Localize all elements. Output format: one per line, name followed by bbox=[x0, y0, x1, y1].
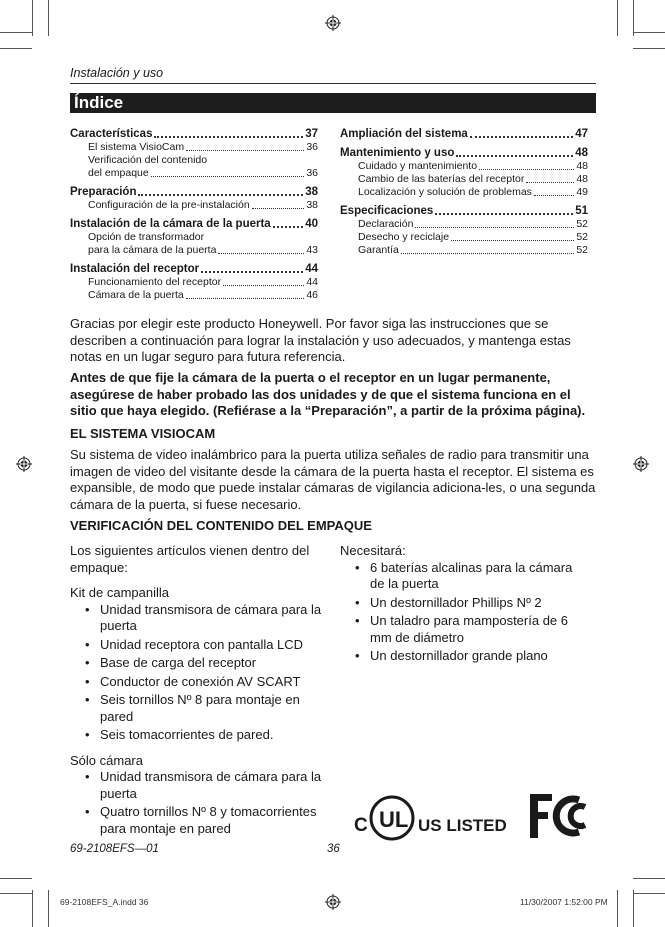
crop-mark bbox=[617, 0, 618, 36]
toc-leader bbox=[186, 141, 304, 151]
toc-leader bbox=[456, 147, 573, 157]
kit-label: Kit de campanilla bbox=[70, 585, 169, 600]
toc-label: Ampliación del sistema bbox=[340, 128, 468, 140]
toc-subentry bbox=[70, 141, 318, 154]
toc-subentry bbox=[70, 276, 318, 289]
camera-only-list bbox=[70, 769, 330, 837]
camera-only-label: Sólo cámara bbox=[70, 752, 143, 768]
toc-label: El sistema VisioCam bbox=[88, 141, 185, 153]
fcc-logo bbox=[527, 790, 597, 842]
toc-label: Desecho y reciclaje bbox=[358, 231, 450, 243]
crop-mark bbox=[633, 890, 634, 927]
crop-mark bbox=[48, 890, 49, 927]
registration-mark-icon bbox=[16, 456, 32, 472]
toc-label: Garantía bbox=[358, 244, 399, 256]
toc-leader bbox=[401, 244, 574, 254]
toc-entry bbox=[70, 263, 318, 276]
toc-label: Instalación de la cámara de la puerta bbox=[70, 218, 271, 230]
list-item: • Base de carga del receptor bbox=[100, 655, 330, 672]
crop-mark bbox=[0, 32, 32, 33]
slug-file: 69-2108EFS_A.indd 36 bbox=[60, 897, 149, 907]
toc-entry bbox=[70, 128, 318, 141]
list-item: • Un taladro para mampostería de 6 mm de diámetro bbox=[370, 613, 590, 646]
ul-mark: UL bbox=[379, 807, 409, 832]
crop-mark bbox=[0, 878, 32, 879]
toc-entry bbox=[340, 205, 588, 218]
toc-label: Declaración bbox=[358, 218, 414, 230]
toc-entry-continued: Opción de transformador bbox=[88, 231, 205, 243]
toc-subentry bbox=[340, 173, 588, 186]
toc-entry bbox=[340, 128, 588, 141]
toc-page-number: 48 bbox=[576, 160, 588, 172]
toc-entry-continued: Verificación del contenido bbox=[88, 154, 208, 166]
toc-subentry bbox=[70, 167, 318, 180]
toc-page-number: 52 bbox=[576, 231, 588, 243]
toc-page-number: 43 bbox=[306, 244, 318, 256]
toc-label: Funcionamiento del receptor bbox=[88, 276, 222, 288]
toc-label: del empaque bbox=[88, 167, 149, 179]
crop-mark bbox=[32, 890, 33, 927]
registration-mark-icon bbox=[325, 15, 341, 31]
toc-label: Cambio de las baterías del receptor bbox=[358, 173, 525, 185]
toc-page-number: 47 bbox=[575, 128, 588, 140]
toc-leader bbox=[218, 244, 304, 254]
page-title: Índice bbox=[70, 93, 596, 113]
warning-paragraph: Antes de que fije la cámara de la puerta o el receptor en un lugar permanente, asegúrese de haber probado las dos unidades y de que el sistema funciona en el sitio que haya elegido. (Refiérase a la “Preparación”, a partir de la próxima página). bbox=[70, 370, 586, 418]
toc-leader bbox=[223, 276, 304, 286]
list-item: • Unidad transmisora de cámara para la puerta bbox=[100, 769, 330, 802]
toc-page-number: 52 bbox=[576, 218, 588, 230]
contents-left-column bbox=[70, 543, 330, 839]
registration-mark-icon bbox=[633, 456, 649, 472]
toc-leader bbox=[479, 160, 574, 170]
toc-label: Preparación bbox=[70, 186, 137, 198]
ul-left-letter: C bbox=[354, 815, 368, 836]
toc-leader bbox=[534, 186, 574, 196]
registration-mark-icon bbox=[325, 894, 341, 910]
needs-list bbox=[340, 560, 590, 665]
crop-mark bbox=[48, 0, 49, 36]
toc-page-number: 51 bbox=[575, 205, 588, 217]
slug-timestamp: 11/30/2007 1:52:00 PM bbox=[520, 897, 608, 907]
header-rule bbox=[70, 83, 596, 84]
list-item: • 6 baterías alcalinas para la cámara de la puerta bbox=[370, 560, 590, 593]
toc-subentry bbox=[340, 160, 588, 173]
toc-leader bbox=[186, 289, 305, 299]
crop-mark bbox=[0, 48, 32, 49]
list-item: • Seis tomacorrientes de pared. bbox=[100, 727, 330, 744]
contents-heading: VERIFICACIÓN DEL CONTENIDO DEL EMPAQUE bbox=[70, 518, 372, 533]
toc-leader bbox=[201, 263, 303, 273]
toc-page-number: 38 bbox=[306, 199, 318, 211]
toc-label: Mantenimiento y uso bbox=[340, 147, 455, 159]
toc-right-column bbox=[340, 128, 588, 257]
list-item: • Unidad receptora con pantalla LCD bbox=[100, 637, 330, 654]
toc-label: Especificaciones bbox=[340, 205, 434, 217]
toc-page-number: 40 bbox=[305, 218, 318, 230]
toc-leader bbox=[470, 128, 573, 138]
toc-page-number: 48 bbox=[576, 173, 588, 185]
toc-page-number: 46 bbox=[306, 289, 318, 301]
toc-leader bbox=[151, 167, 305, 177]
toc-subentry bbox=[70, 199, 318, 212]
toc-label: para la cámara de la puerta bbox=[88, 244, 217, 256]
list-item: • Unidad transmisora de cámara para la puerta bbox=[100, 602, 330, 635]
toc-subentry bbox=[340, 231, 588, 244]
toc-page-number: 37 bbox=[305, 128, 318, 140]
list-item: • Seis tornillos Nº 8 para montaje en pared bbox=[100, 692, 330, 725]
toc-label: Localización y solución de problemas bbox=[358, 186, 532, 198]
toc-page-number: 48 bbox=[575, 147, 588, 159]
toc-left-column bbox=[70, 128, 318, 302]
contents-right-column bbox=[340, 543, 590, 667]
toc-subentry bbox=[70, 244, 318, 257]
toc-page-number: 36 bbox=[306, 141, 318, 153]
intro-paragraph: Gracias por elegir este producto Honeywell. Por favor siga las instrucciones que se describen a continuación para lograr la instalación y uso adecuados, y mantenga estas notas en un lugar seguro para futura referencia. bbox=[70, 316, 571, 364]
toc-leader bbox=[138, 186, 303, 196]
visiocam-paragraph: Su sistema de video inalámbrico para la puerta utiliza señales de radio para transmitir una imagen de video del visitante desde la cámara de la puerta hasta el receptor. El sistema es expansible, de modo que puede instalar cámaras de vigilancia adiciona-les, o una segunda cámara de la puerta, si fuese necesario. bbox=[70, 447, 596, 512]
ul-listed-logo bbox=[352, 790, 507, 842]
toc-subentry bbox=[70, 289, 318, 302]
toc-page-number: 52 bbox=[576, 244, 588, 256]
crop-mark bbox=[0, 893, 32, 894]
list-item: • Un destornillador Phillips Nº 2 bbox=[370, 595, 590, 612]
toc-page-number: 38 bbox=[305, 186, 318, 198]
contents-intro: Los siguientes artículos vienen dentro del empaque: bbox=[70, 543, 310, 575]
list-item: • Quatro tornillos Nº 8 y tomacorrientes para montaje en pared bbox=[100, 804, 330, 837]
toc-page-number: 44 bbox=[305, 263, 318, 275]
kit-list bbox=[70, 602, 330, 744]
crop-mark bbox=[32, 0, 33, 36]
toc-label: Características bbox=[70, 128, 153, 140]
toc-page-number: 49 bbox=[576, 186, 588, 198]
needs-label: Necesitará: bbox=[340, 543, 406, 558]
toc-page-number: 36 bbox=[306, 167, 318, 179]
crop-mark bbox=[617, 890, 618, 927]
section-label: Instalación y uso bbox=[70, 66, 164, 80]
toc-subentry bbox=[340, 244, 588, 257]
toc-label: Cámara de la puerta bbox=[88, 289, 184, 301]
crop-mark bbox=[633, 893, 665, 894]
toc-subentry bbox=[340, 218, 588, 231]
page-number: 36 bbox=[327, 843, 340, 855]
toc-leader bbox=[154, 128, 303, 138]
ul-right-label: US LISTED bbox=[418, 816, 507, 835]
crop-mark bbox=[633, 48, 665, 49]
toc-leader bbox=[252, 199, 305, 209]
crop-mark bbox=[633, 0, 634, 36]
toc-entry bbox=[70, 218, 318, 231]
toc-page-number: 44 bbox=[306, 276, 318, 288]
crop-mark bbox=[633, 32, 665, 33]
toc-label: Configuración de la pre-instalación bbox=[88, 199, 250, 211]
toc-entry bbox=[70, 186, 318, 199]
crop-mark bbox=[633, 878, 665, 879]
toc-label: Instalación del receptor bbox=[70, 263, 200, 275]
toc-leader bbox=[435, 205, 573, 215]
toc-leader bbox=[526, 173, 574, 183]
toc-subentry bbox=[340, 186, 588, 199]
doc-number: 69-2108EFS—01 bbox=[70, 843, 159, 855]
list-item: • Un destornillador grande plano bbox=[370, 648, 590, 665]
list-item: • Conductor de conexión AV SCART bbox=[100, 674, 330, 691]
toc-entry bbox=[340, 147, 588, 160]
toc-label: Cuidado y mantenimiento bbox=[358, 160, 478, 172]
visiocam-heading: EL SISTEMA VISIOCAM bbox=[70, 426, 216, 441]
fcc-text: FC bbox=[527, 790, 529, 791]
toc-leader bbox=[451, 231, 574, 241]
toc-leader bbox=[415, 218, 574, 228]
toc-leader bbox=[273, 218, 304, 228]
